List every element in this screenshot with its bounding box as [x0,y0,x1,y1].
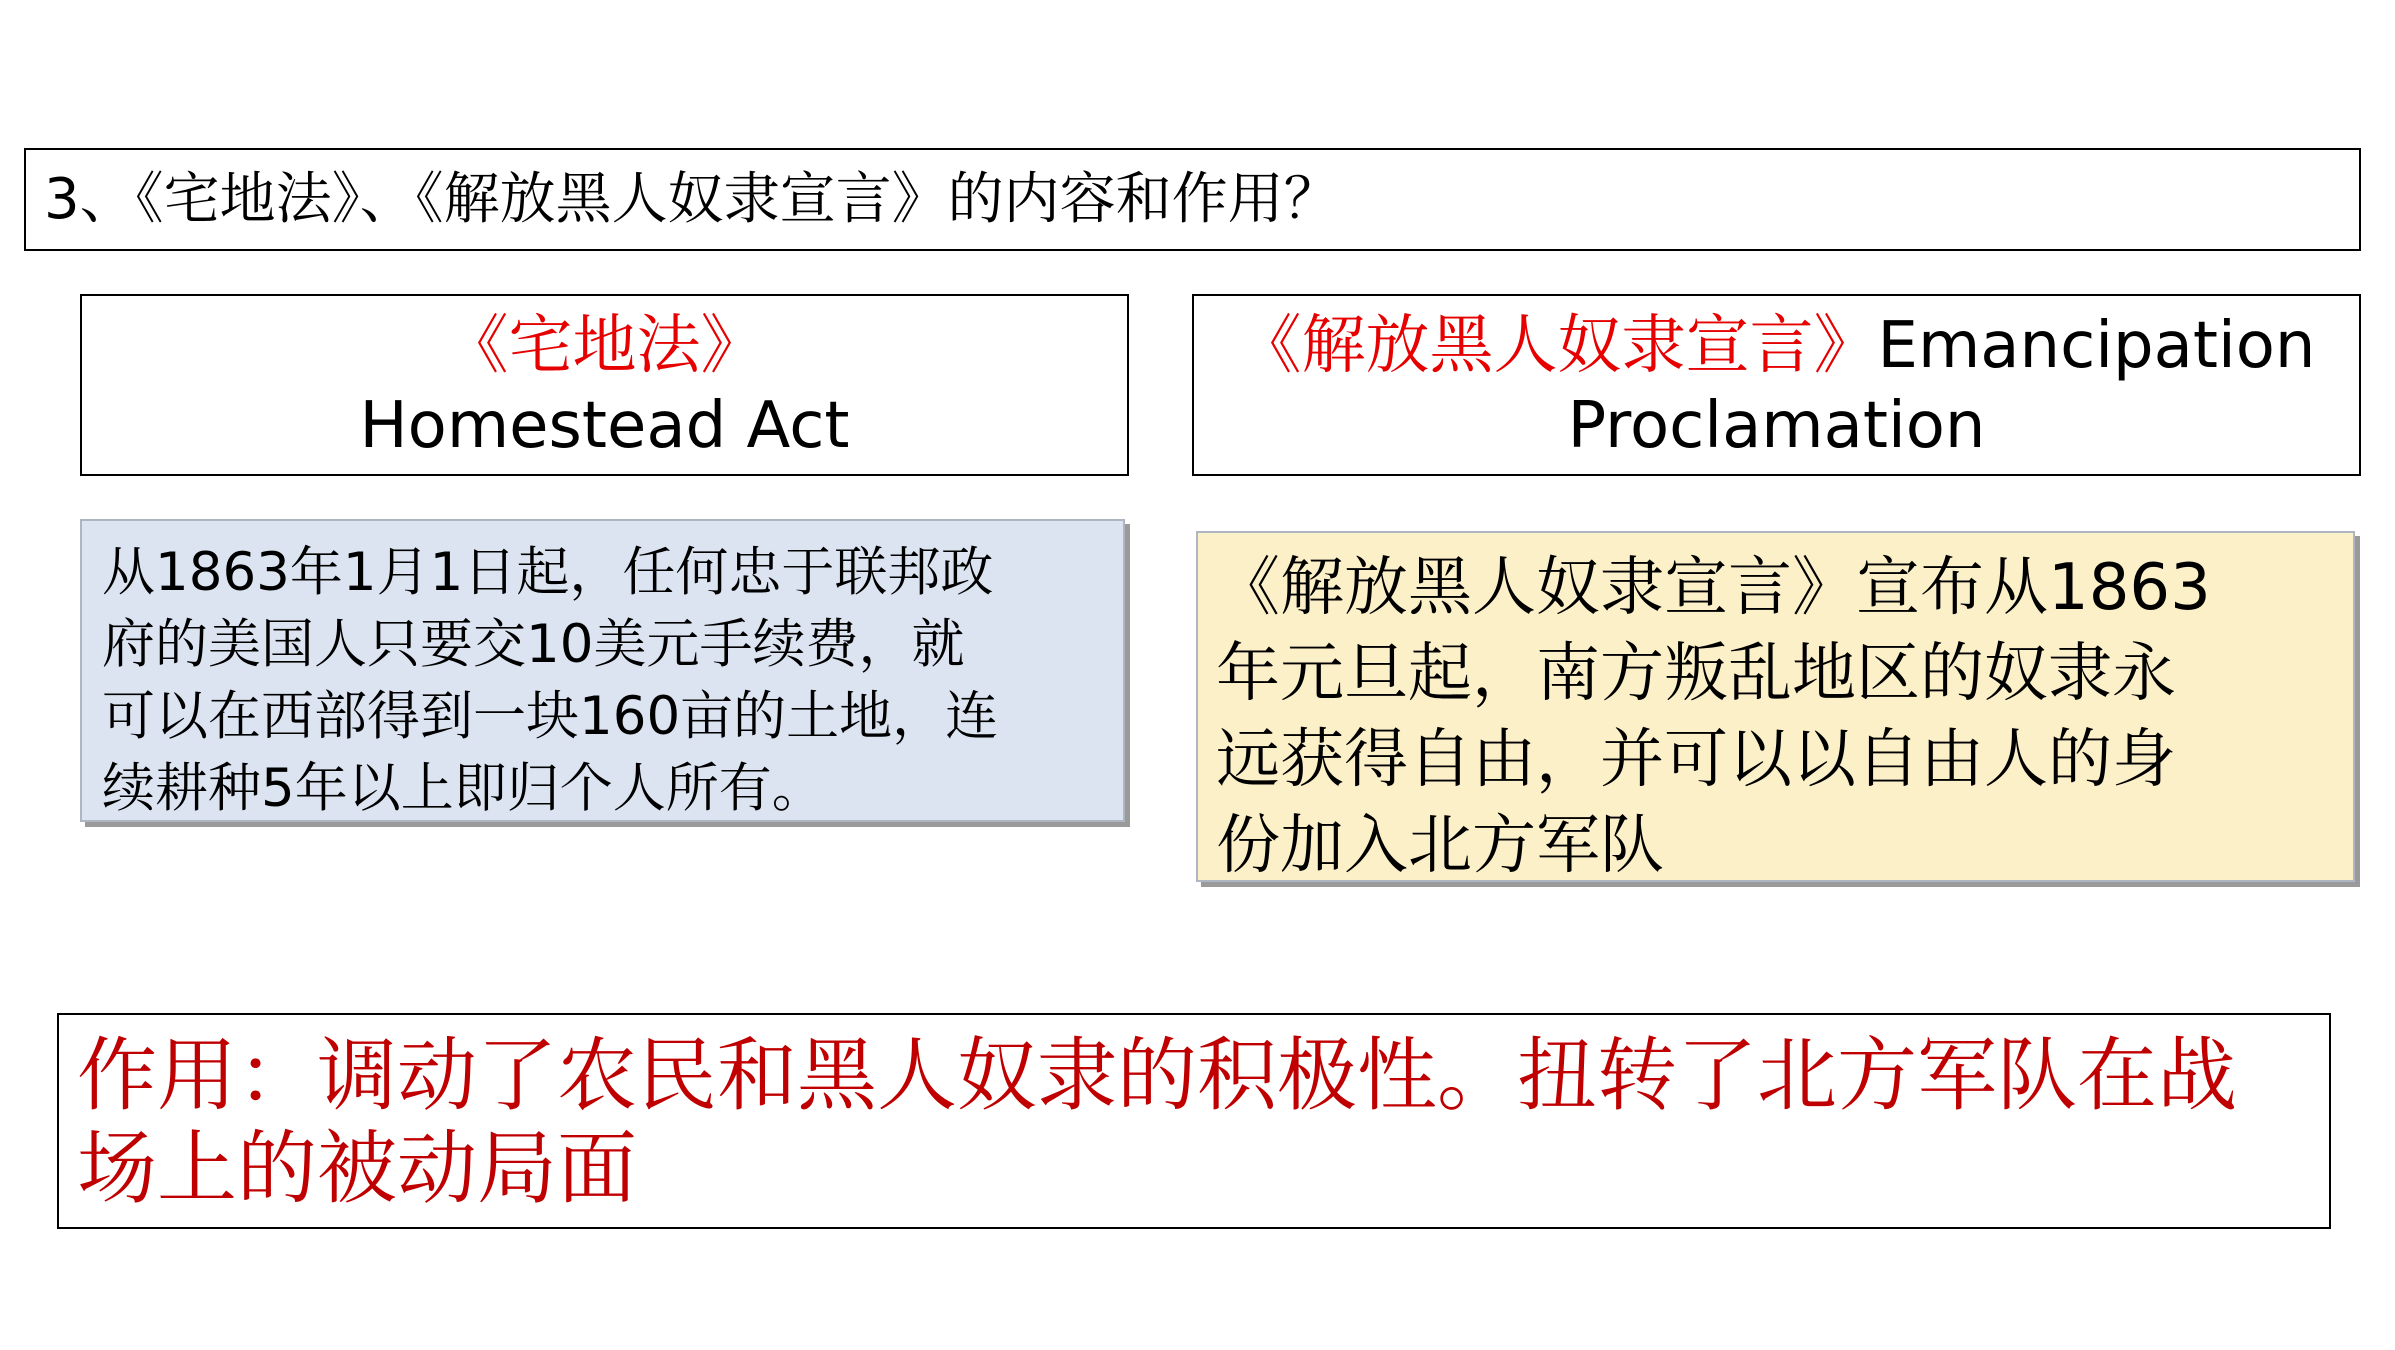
emancipation-content-box [1196,531,2355,882]
homestead-content-box [80,519,1125,822]
homestead-title-en: Homestead Act [359,389,850,463]
emancipation-title-box [1192,294,2361,476]
emancipation-content-text: 《解放黑人奴隶宣言》宣布从1863 年元旦起，南方叛乱地区的奴隶永 远获得自由，并可以以自由人的身 份加入北方军队 [1216,551,2211,883]
question-box [24,148,2361,251]
homestead-title-cn: 《宅地法》 [444,309,765,383]
question-text: 3、《宅地法》、《解放黑人奴隶宣言》的内容和作用？ [44,167,1340,232]
emancipation-title-en-1: Emancipation [1877,309,2316,383]
emancipation-title-en-2: Proclamation [1567,389,1986,463]
homestead-title-box [80,294,1129,476]
emancipation-title-cn: 《解放黑人奴隶宣言》 [1237,309,1878,383]
effect-box [57,1013,2331,1229]
homestead-content-text: 从1863年1月1日起，任何忠于联邦政 府的美国人只要交10美元手续费，就 可以在西部得到一块160亩的土地，连 续耕种5年以上即归个人所有。 [102,542,999,819]
effect-text: 作用：调动了农民和黑人奴隶的积极性。扭转了北方军队在战 场上的被动局面 [77,1029,2237,1215]
emancipation-title-line1 [1194,306,2359,386]
